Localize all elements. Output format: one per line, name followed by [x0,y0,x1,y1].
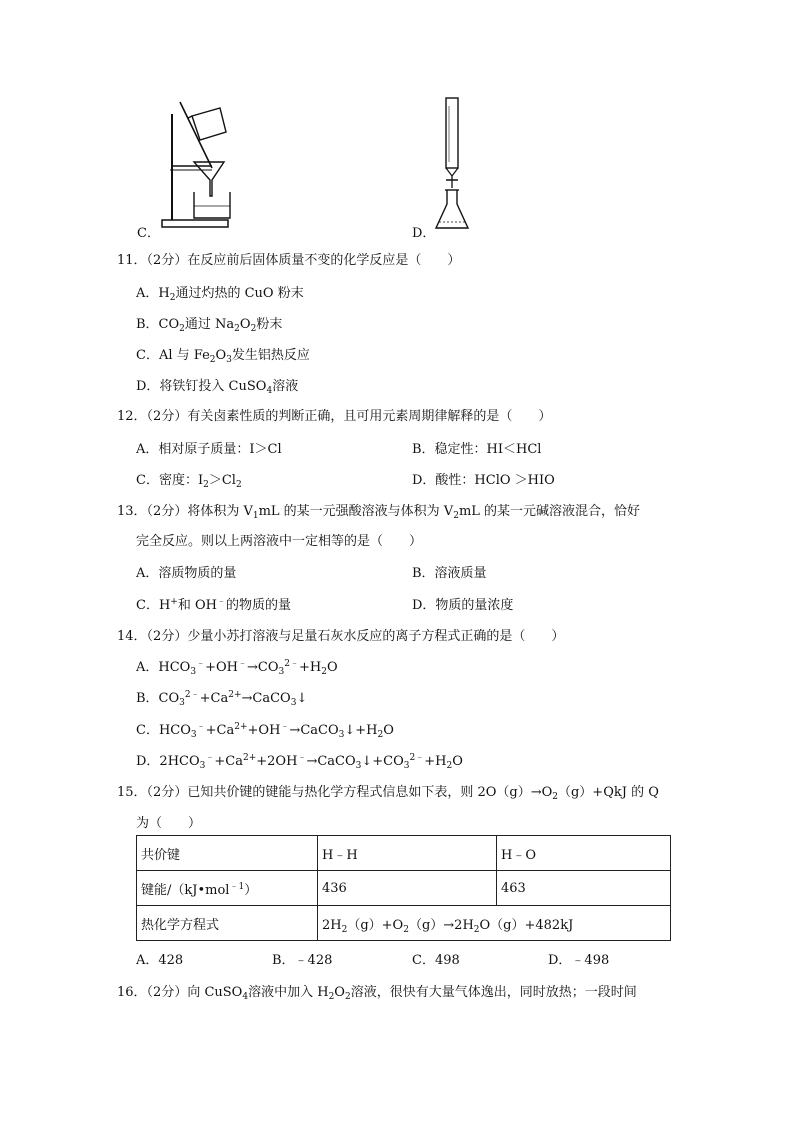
question-16-stem: 16．（2分）向 CuSO$_4$溶液中加入 $H_2O_2$溶液，很快有大量气体逸出，同时放热；一段时间 [117,985,637,1002]
question-12-stem: 12．（2分）有关卤素性质的判断正确，且可用元素周期律解释的是（ ） [117,409,552,424]
question-14-option-c: C．$HCO_3^﹣+Ca^{2+}+OH^﹣\to CaCO_3↓+H_2O$ [136,722,394,740]
question-14-option-b: B．$CO_3^{2﹣}+Ca^{2+}\to CaCO_3↓$ [136,690,308,708]
question-15-option-d: D．﹣498 [548,953,610,968]
table-label-thermo-equation: 热化学方程式 [137,906,318,941]
bond-energy-table [136,835,671,941]
question-14-stem: 14．（2分）少量小苏打溶液与足量石灰水反应的离子方程式正确的是（ ） [117,629,565,644]
question-13-stem-line-2: 完全反应。则以上两溶液中一定相等的是（ ） [136,534,423,549]
table-cell-h-h-energy: 436 [318,871,497,906]
table-header-h-o: H﹣O [497,836,671,871]
question-14-option-d: D．$2HCO_3^﹣+Ca^{2+}+2OH^﹣\to CaCO_3↓+CO_3^{2﹣}+H_2O$ [136,753,463,771]
question-13-option-b: B．溶液质量 [412,566,487,581]
figure-c-label: C． [137,226,160,241]
question-15-option-b: B．﹣428 [272,953,333,968]
question-11-option-a: A．$H_2$通过灼热的 CuO 粉末 [136,286,304,303]
question-15-stem-line-2: 为（ ） [136,816,202,831]
question-11-stem: 11．（2分）在反应前后固体质量不变的化学反应是（ ） [117,253,461,268]
question-12-option-a: A．相对原子质量：I＞Cl [136,442,282,457]
titration-apparatus-figure [432,96,492,236]
table-cell-thermo-equation: $2H_2(g)+O_2(g)\to 2H_2O(g)+482kJ$ [318,906,671,941]
question-15-stem: 15．（2分）已知共价键的键能与热化学方程式信息如下表，则 $2O(g)\to O_2(g)+QkJ$ 的 Q [117,785,659,802]
question-12-option-d: D．酸性：HClO ＞HIO [412,473,555,488]
question-13-stem: 13．（2分）将体积为 $V_1mL$ 的某一元强酸溶液与体积为 $V_2mL$ 的某一元碱溶液混合，恰好 [117,504,641,521]
question-14-option-a: A．$HCO_3^﹣+OH^﹣\to CO_3^{2﹣}+H_2O$ [136,659,338,677]
question-11-option-b: B．$CO_2$通过 $Na_2O_2$粉末 [136,317,283,334]
table-row [137,906,671,941]
question-13-option-c: C．H+和 OH﹣的物质的量 [136,597,292,613]
question-13-option-d: D．物质的量浓度 [412,598,514,613]
table-row [137,836,671,871]
question-15-option-c: C．498 [412,953,460,968]
table-header-bond: 共价键 [137,836,318,871]
question-12-option-b: B．稳定性：HI＜HCl [412,442,542,457]
table-header-h-h: H﹣H [318,836,497,871]
table-cell-h-o-energy: 463 [497,871,671,906]
question-15-option-a: A．428 [136,953,184,968]
question-11-option-d: D．将铁钉投入 CuSO$_4$溶液 [136,379,299,396]
filtration-apparatus-figure [150,96,250,230]
question-11-option-c: C．Al 与 $Fe_2O_3$发生铝热反应 [136,348,310,365]
figure-d-label: D． [412,226,436,241]
table-row [137,871,671,906]
table-label-bond-energy: 键能/（kJ•mol$^{﹣1}$） [137,871,318,906]
question-12-option-c: C．密度：$I_2>Cl_2$ [136,473,242,490]
question-13-option-a: A．溶质物质的量 [136,566,237,581]
